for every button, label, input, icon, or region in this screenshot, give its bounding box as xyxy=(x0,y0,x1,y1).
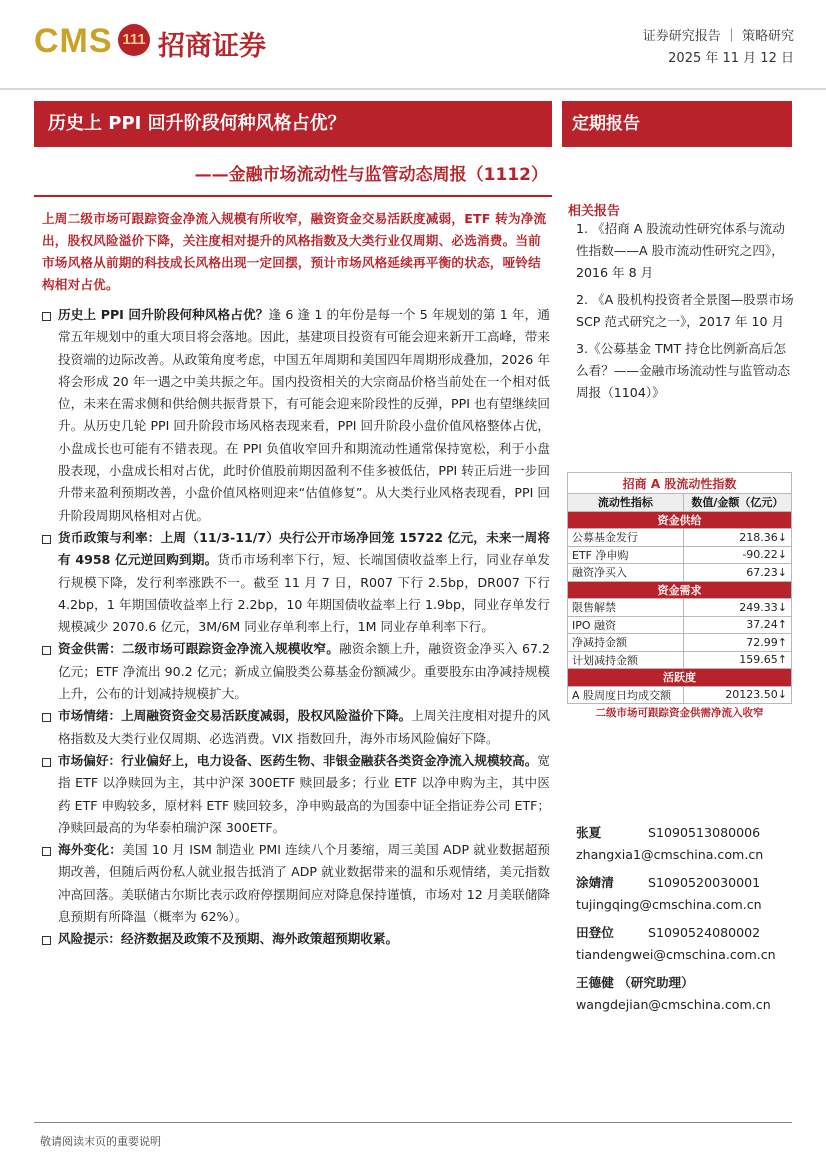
column-header-value: 数值/金额（亿元） xyxy=(683,494,791,512)
table-section-row xyxy=(568,669,792,687)
analyst-email[interactable]: tiandengwei@cmschina.com.cn xyxy=(576,947,776,962)
bullet-heading: 资金供需：二级市场可跟踪资金净流入规模收窄。 xyxy=(58,641,339,657)
indicator-label: 公募基金发行 xyxy=(568,529,684,547)
bullet-heading: 海外变化： xyxy=(58,842,123,858)
indicator-value: 249.33 xyxy=(739,600,778,614)
report-subtitle: ——金融市场流动性与监管动态周报（1112） xyxy=(194,165,548,185)
indicator-value-cell xyxy=(683,686,791,704)
bullet-body: 上周关注度相对提升的风格指数及大类行业仅周期、必选消费。VIX 指数回升，海外市场风险偏好下降。 xyxy=(58,708,551,746)
related-report-item[interactable]: 1. 《招商 A 股流动性研究体系与流动性指数——A 股市流动性研究之四》，2016 年 8 月 xyxy=(576,221,785,280)
bullet-item xyxy=(42,750,550,839)
indicator-value-cell xyxy=(683,599,791,617)
arrow-up-icon: ↑ xyxy=(777,653,787,667)
bullet-square-icon xyxy=(42,936,51,945)
header-meta xyxy=(643,26,794,70)
bullet-body: 宽指 ETF 以净赎回为主，其中沪深 300ETF 赎回最多；行业 ETF 以净申购为主，其中医药 ETF 申购较多，原材料 ETF 赎回较多，净申购最高的为国泰中证全指证券公司 ETF；净赎回最高的为华泰柏瑞沪深 300ETF。 xyxy=(58,752,550,835)
bullet-square-icon xyxy=(42,758,51,767)
bullet-square-icon xyxy=(42,847,51,856)
indicator-label: 融资净买入 xyxy=(568,564,684,582)
bullet-heading: 风险提示：经济数据及政策不及预期、海外政策超预期收紧。 xyxy=(58,931,399,947)
analyst-name: 田登位 xyxy=(576,925,614,940)
footer-divider xyxy=(34,1122,792,1123)
table-row xyxy=(568,599,792,617)
arrow-up-icon: ↑ xyxy=(777,618,787,632)
arrow-down-icon: ↓ xyxy=(777,600,787,614)
analyst-email[interactable]: tujingqing@cmschina.com.cn xyxy=(576,897,762,912)
bullet-item xyxy=(42,304,550,527)
bullet-body: 美国 10 月 ISM 制造业 PMI 连续八个月萎缩，周三美国 ADP 就业数据超预期改善，但随后两份私人就业报告抵消了 ADP 就业数据带来的温和乐观情绪，美元指数冲高回落。美联储古尔斯比表示政府停摆期间应对降息保持谨慎，市场对 12 月美联储降息预期有所降温（概率为 62%）。 xyxy=(58,842,550,925)
table-row xyxy=(568,616,792,634)
indicator-label: 限售解禁 xyxy=(568,599,684,617)
key-points-list xyxy=(42,304,550,951)
indicator-label: 净减持金额 xyxy=(568,634,684,652)
indicator-value: 37.24 xyxy=(746,618,778,632)
section-label: 资金需求 xyxy=(568,581,792,599)
report-title: 历史上 PPI 回升阶段何种风格占优？ xyxy=(34,101,552,147)
bullet-square-icon xyxy=(42,646,51,655)
indicator-value: 159.65 xyxy=(739,653,778,667)
related-report-item[interactable]: 2. 《A 股机构投资者全景图—股票市场 SCP 范式研究之一》，2017 年 10 月 xyxy=(576,292,794,329)
table-header-row xyxy=(568,494,792,512)
logo-cms-text: CMS xyxy=(34,22,113,60)
logo-chinese-name: 招商证券 xyxy=(158,31,266,62)
bullet-square-icon xyxy=(42,312,51,321)
indicator-label: 计划减持金额 xyxy=(568,651,684,669)
indicator-value-cell xyxy=(683,546,791,564)
analyst-email[interactable]: zhangxia1@cmschina.com.cn xyxy=(576,847,764,862)
indicator-value: 67.23 xyxy=(746,565,778,579)
bullet-body: 融资余额上升，融资资金净买入 67.2 亿元；ETF 净流出 90.2 亿元；新成立偏股类公募基金份额减少。重要股东由净减持规模上升，公布的计划减持规模扩大。 xyxy=(58,641,551,702)
indicator-value: 218.36 xyxy=(739,530,778,544)
arrow-down-icon: ↓ xyxy=(777,688,787,702)
liquidity-index-table xyxy=(567,472,792,721)
bullet-heading: 市场情绪：上周融资资金交易活跃度减弱，股权风险溢价下降。 xyxy=(58,708,412,724)
table-row xyxy=(568,634,792,652)
table-row xyxy=(568,651,792,669)
analyst-row xyxy=(576,872,796,894)
analyst-cert-id: S1090513080006 xyxy=(648,825,761,840)
analyst-list xyxy=(576,822,796,1022)
bullet-item xyxy=(42,527,550,638)
section-label: 活跃度 xyxy=(568,669,792,687)
table-section-row xyxy=(568,511,792,529)
indicator-value: -90.22 xyxy=(742,548,778,562)
summary-paragraph: 上周二级市场可跟踪资金净流入规模有所收窄，融资资金交易活跃度减弱，ETF 转为净流出，股权风险溢价下降，关注度相对提升的风格指数及大类行业仅周期、必选消费。当前市场风格从前期的科技成长风格出现一定回摆，预计市场风格延续再平衡的状态，哑铃结构相对占优。 xyxy=(42,211,547,292)
indicator-value-cell xyxy=(683,529,791,547)
section-label: 资金供给 xyxy=(568,511,792,529)
report-category: 证券研究报告 ｜ 策略研究 xyxy=(642,29,794,44)
indicator-value: 20123.50 xyxy=(725,688,778,702)
bullet-heading: 历史上 PPI 回升阶段何种风格占优？ xyxy=(58,307,269,322)
analyst-email[interactable]: wangdejian@cmschina.com.cn xyxy=(576,997,771,1012)
indicator-label: ETF 净申购 xyxy=(568,546,684,564)
arrow-down-icon: ↓ xyxy=(777,565,787,579)
indicator-value-cell xyxy=(683,564,791,582)
report-kind-label: 定期报告 xyxy=(562,101,792,147)
bullet-square-icon xyxy=(42,535,51,544)
table-title-row xyxy=(568,473,792,494)
title-divider xyxy=(34,195,552,197)
analyst-row xyxy=(576,922,796,944)
bullet-item xyxy=(42,705,550,750)
table-footer-note: 二级市场可跟踪资金供需净流入收窄 xyxy=(595,706,764,719)
indicator-value-cell xyxy=(683,616,791,634)
table-row xyxy=(568,546,792,564)
indicator-label: A 股周度日均成交额 xyxy=(568,686,684,704)
table-footer-row xyxy=(568,704,792,721)
analyst-cert-id: S1090524080002 xyxy=(648,925,761,940)
bullet-item xyxy=(42,638,550,705)
bullet-heading: 货币政策与利率：上周（11/3-11/7）央行公开市场净回笼 15722 亿元，未来一周将有 4958 亿元逆回购到期。 xyxy=(58,529,550,568)
arrow-down-icon: ↓ xyxy=(777,530,787,544)
table-section-row xyxy=(568,581,792,599)
bullet-item xyxy=(42,839,550,928)
table-row xyxy=(568,686,792,704)
column-header-indicator: 流动性指标 xyxy=(568,494,684,512)
related-report-item[interactable]: 3.《公募基金 TMT 持仓比例新高后怎么看？——金融市场流动性与监管动态周报（1104）》 xyxy=(576,341,791,400)
table-title: 招商 A 股流动性指数 xyxy=(568,473,792,494)
analyst-name: 涂婧清 xyxy=(576,875,614,890)
arrow-up-icon: ↑ xyxy=(777,635,787,649)
logo-badge-icon: 111 xyxy=(118,24,150,56)
bullet-square-icon xyxy=(42,713,51,722)
bullet-body: 货币市场利率下行，短、长端国债收益率上行，同业存单发行规模下降，发行利率涨跌不一。截至 11 月 7 日，R007 下行 2.5bp，DR007 下行 4.2bp，1 年期国债收益率上行 2.2bp，10 年期国债收益率上行 1.9bp，同业存单发行规模减少 2070.6 亿元，3M/6M 同业存单利率上行，1M 同业存单利率下行。 xyxy=(58,552,550,635)
analyst-row xyxy=(576,822,796,844)
bullet-heading: 市场偏好：行业偏好上，电力设备、医药生物、非银金融获各类资金净流入规模较高。 xyxy=(58,752,538,768)
bullet-item xyxy=(42,928,550,950)
analyst-cert-id: S1090520030001 xyxy=(648,875,761,890)
related-reports-list xyxy=(576,218,794,409)
bullet-body: 逢 6 逢 1 的年份是每一个 5 年规划的第 1 年，通常五年规划中的重大项目将会落地。因此，基建项目投资有可能会迎来新开工高峰，带来投资端的边际改善。从政策角度考虑，中国五年周期和美国四年周期形成叠加，2026 年将会形成 20 年一遇之中美共振之年。国内投资相关的大宗商品价格当前处在一个相对低位，未来在需求侧和供给侧共振背景下，有可能会迎来阶段性的反弹，PPI 也有望继续回升。从历史几轮 PPI 回升阶段市场风格表现来看，PPI 回升阶段小盘价值风格整体占优，小盘成长也可能有不错表现。在 PPI 负值收窄回升和期流动性通常保持宽松，利于小盘股表现，小盘成长相对占优，此时价值股前期因盈利不佳多被低估，PPI 转正后进一步回升带来盈利预期改善，小盘价值风格则迎来“估值修复”。从大类行业风格表现看，PPI 回升阶段周期风格相对占优。 xyxy=(58,307,550,523)
indicator-value-cell xyxy=(683,651,791,669)
analyst-name: 王德健 （研究助理） xyxy=(576,975,694,990)
footer-disclaimer: 敬请阅读末页的重要说明 xyxy=(40,1135,161,1148)
indicator-label: IPO 融资 xyxy=(568,616,684,634)
analyst-row xyxy=(576,972,796,994)
indicator-value-cell xyxy=(683,634,791,652)
arrow-down-icon: ↓ xyxy=(777,548,787,562)
table-row xyxy=(568,564,792,582)
related-reports-heading: 相关报告 xyxy=(568,204,621,219)
analyst-name: 张夏 xyxy=(576,825,602,840)
indicator-value: 72.99 xyxy=(746,635,778,649)
table-row xyxy=(568,529,792,547)
report-date: 2025 年 11 月 12 日 xyxy=(668,51,794,66)
header-divider xyxy=(0,88,826,90)
